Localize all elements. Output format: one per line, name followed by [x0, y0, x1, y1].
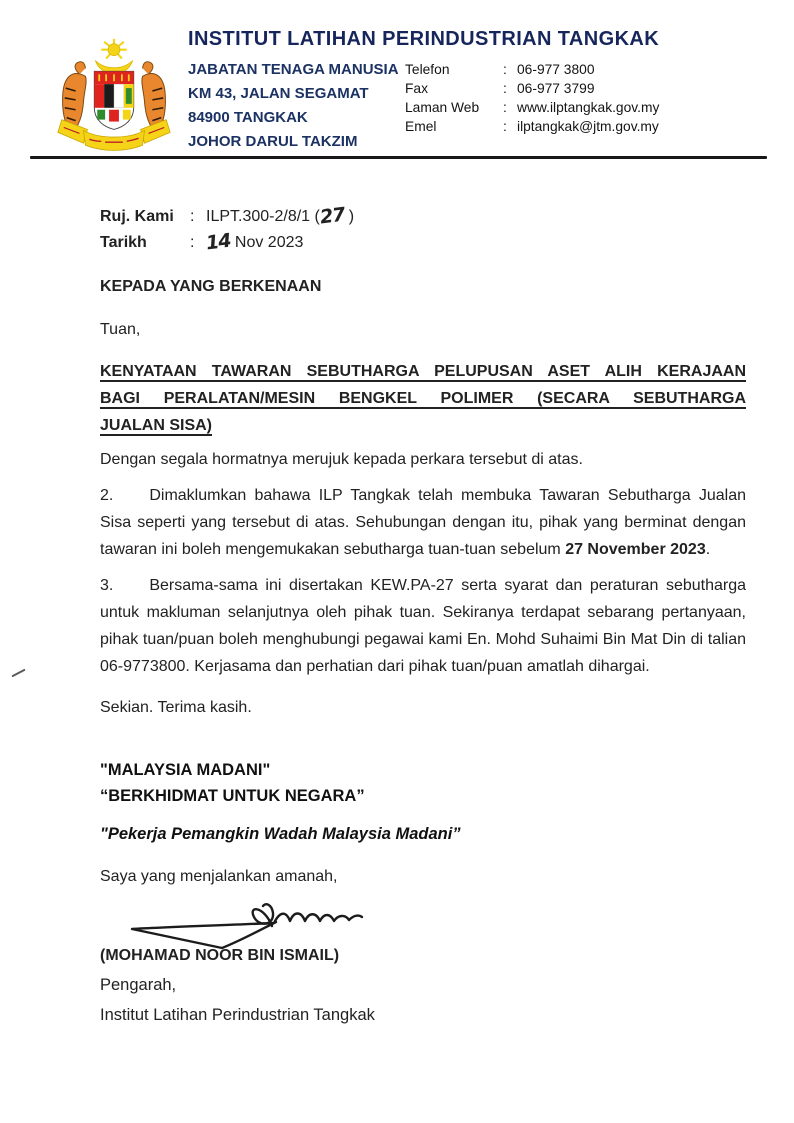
address-line: JOHOR DARUL TAKZIM: [188, 133, 358, 150]
contact-label: Fax: [405, 81, 428, 96]
letterhead: [0, 0, 794, 160]
org-address-block: [188, 58, 400, 154]
signoff-intro: Saya yang menjalankan amanah,: [100, 868, 338, 885]
letter-body: [100, 203, 746, 1029]
org-title: INSTITUT LATIHAN PERINDUSTRIAN TANGKAK: [188, 28, 660, 50]
scan-pen-mark: [11, 669, 25, 678]
contact-row-laman-web: [405, 98, 765, 117]
date-value: 14 Nov 2023: [204, 229, 304, 255]
contact-colon: :: [503, 100, 507, 115]
closing-line: Sekian. Terima kasih.: [100, 699, 252, 716]
contact-row-fax: [405, 79, 765, 98]
contact-row-emel: [405, 117, 765, 136]
header-divider: [30, 156, 767, 159]
paragraph-number: 3.: [100, 577, 114, 594]
handwritten-ref-number: 27: [318, 203, 346, 229]
ref-number-row: [100, 203, 746, 229]
paragraph-number: 2.: [100, 487, 114, 504]
subject-line: KENYATAAN TAWARAN SEBUTHARGA PELUPUSAN ASET ALIH KERAJAAN: [100, 363, 746, 380]
signer-name: (MOHAMAD NOOR BIN ISMAIL): [100, 947, 340, 964]
ref-colon: :: [190, 208, 195, 225]
subject-line: BAGI PERALATAN/MESIN BENGKEL POLIMER (SECARA SEBUTHARGA: [100, 390, 746, 407]
address-line: KM 43, JALAN SEGAMAT: [188, 85, 369, 102]
date-label: Tarikh: [100, 234, 147, 251]
signature-scribble: [122, 896, 746, 946]
contact-colon: :: [503, 81, 507, 96]
slogan-malaysia-madani: "MALAYSIA MADANI": [100, 761, 271, 779]
contact-colon: :: [503, 119, 507, 134]
contact-value: ilptangkak@jtm.gov.my: [517, 119, 659, 134]
contact-label: Laman Web: [405, 100, 480, 115]
slogan-berkhidmat: “BERKHIDMAT UNTUK NEGARA”: [100, 787, 365, 805]
signer-title: Pengarah,: [100, 976, 177, 994]
slogan-block: [100, 757, 746, 809]
signer-org: Institut Latihan Perindustrian Tangkak: [100, 1006, 375, 1024]
subject-heading: [100, 358, 746, 439]
contact-label: Telefon: [405, 62, 450, 77]
date-colon: :: [190, 234, 195, 251]
malaysia-coat-of-arms-icon: [50, 36, 178, 152]
contact-label: Emel: [405, 119, 437, 134]
address-line: 84900 TANGKAK: [188, 109, 308, 126]
contact-value: 06-977 3800: [517, 62, 595, 77]
address-line: JABATAN TENAGA MANUSIA: [188, 61, 399, 78]
paragraph-3: 3. Bersama-sama ini disertakan KEW.PA-27 serta syarat dan peraturan sebutharga untuk makluman selanjutnya oleh pihak tuan. Sekiranya terdapat sebarang pertanyaan, pihak tuan/puan boleh menghubungi pegawai kami En. Mohd Suhaimi Bin Mat Din di talian 06-9773800. Kerjasama dan perhatian dari pihak tuan/puan amatlah dihargai.: [100, 572, 746, 680]
contact-value: www.ilptangkak.gov.my: [517, 100, 660, 115]
contact-table: [405, 60, 765, 136]
contact-value: 06-977 3799: [517, 81, 595, 96]
recipient-line: KEPADA YANG BERKENAAN: [100, 278, 322, 295]
salutation: Tuan,: [100, 321, 141, 338]
subject-line: JUALAN SISA): [100, 417, 213, 434]
contact-row-telefon: [405, 60, 765, 79]
paragraph-2: 2. Dimaklumkan bahawa ILP Tangkak telah membuka Tawaran Sebutharga Jualan Sisa seperti yang tersebut di atas. Sehubungan dengan itu, pihak yang berminat dengan tawaran ini boleh mengemukakan sebutharga tuan-tuan sebelum 27 November 2023.: [100, 482, 746, 563]
contact-colon: :: [503, 62, 507, 77]
handwritten-date-day: 14: [204, 229, 232, 255]
ref-label: Ruj. Kami: [100, 208, 174, 225]
date-row: [100, 229, 746, 255]
motto-line: "Pekerja Pemangkin Wadah Malaysia Madani”: [100, 825, 461, 843]
ref-value: ILPT.300-2/8/1 (27 ): [206, 203, 355, 229]
reference-block: [100, 203, 746, 255]
deadline-date: 27 November 2023: [565, 541, 706, 558]
paragraph-intro: Dengan segala hormatnya merujuk kepada perkara tersebut di atas.: [100, 451, 583, 468]
